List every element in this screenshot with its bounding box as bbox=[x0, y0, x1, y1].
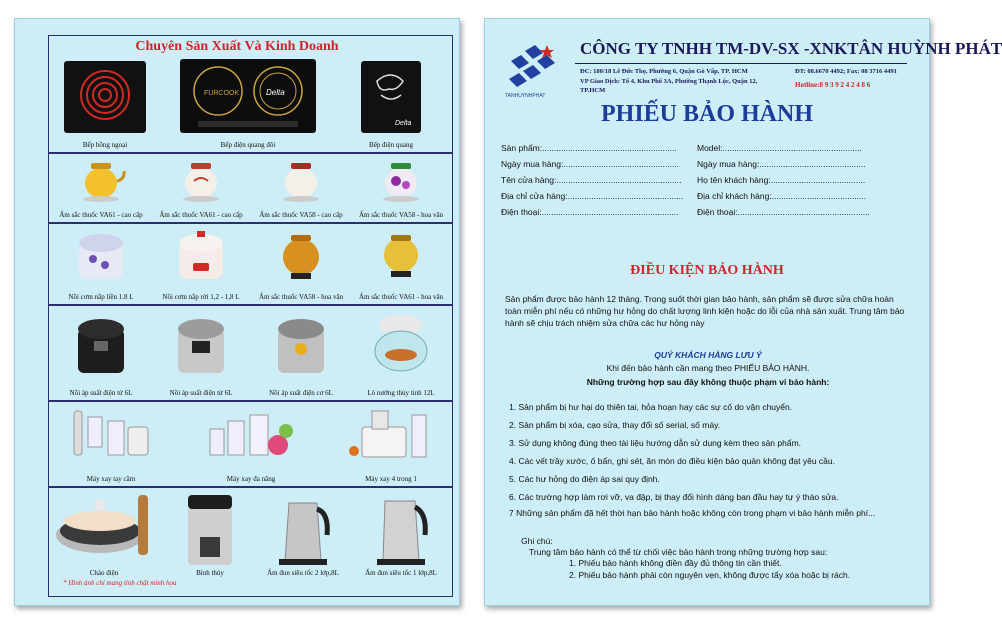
company-address: ĐC: 180/18 Lê Đức Thọ, Phường 6, Quận Gò Vấp, TP. HCM bbox=[580, 68, 748, 75]
product-catalog-page bbox=[14, 18, 460, 606]
field-model: Model:........................................................... bbox=[697, 143, 862, 153]
product-caption: Máy xay 4 trong 1 bbox=[365, 475, 417, 483]
exclusion-item: 5. Các hư hỏng do điện áp sai quy định. bbox=[509, 474, 660, 484]
herbal-kettle-icon bbox=[373, 229, 429, 283]
electric-kettle-icon bbox=[371, 491, 431, 569]
company-hotline: Hotline:0 9 3 9 2 4 2 4 8 6 bbox=[795, 81, 871, 89]
product-rice-cooker bbox=[151, 225, 251, 301]
field-store-address: Địa chỉ cửa hàng:................................................. bbox=[501, 191, 684, 201]
product-electric-kettle bbox=[351, 491, 451, 581]
juicer-blender-icon bbox=[346, 407, 436, 465]
herbal-kettle-icon bbox=[273, 229, 329, 283]
conditions-title: ĐIỀU KIỆN BẢO HÀNH bbox=[630, 263, 784, 278]
field-store-phone: Điện thoại:.......................................................... bbox=[501, 207, 679, 217]
notes-text: Trung tâm bảo hành có thể từ chối việc bảo hành trong những trường hợp sau: bbox=[529, 547, 828, 557]
product-caption: Bếp điện quang đôi bbox=[220, 141, 276, 149]
office-address-line2: TP.HCM bbox=[580, 87, 606, 94]
product-hand-blender bbox=[51, 405, 171, 483]
exclusion-item: 7 Những sản phẩm đã hết thời hạn bảo hành hoặc không còn trong phạm vi bảo hành miễn phí... bbox=[509, 508, 876, 518]
field-purchase-date-2: Ngày mua hàng:............................................. bbox=[697, 159, 866, 169]
notes-item: 1. Phiếu bảo hành không điền đầy đủ thông tin cần thiết. bbox=[569, 558, 782, 568]
product-caption: Ấm sắc thuốc VA61 - hoa văn bbox=[358, 293, 444, 301]
product-electric-kettle bbox=[255, 491, 351, 581]
multi-blender-icon bbox=[206, 407, 296, 465]
product-herbal-kettle bbox=[351, 225, 451, 301]
field-customer-phone: Điện thoại:........................................................ bbox=[697, 207, 870, 217]
product-caption: Nồi áp suất điện tử 6L bbox=[69, 389, 133, 397]
product-caption: Ấm sắc thuốc VA58 - cao cấp bbox=[259, 211, 343, 219]
product-caption: Ấm sắc thuốc VA61 - cao cấp bbox=[59, 211, 143, 219]
glass-oven-icon bbox=[370, 311, 432, 377]
catalog-title: Chuyên Sản Xuất Và Kinh Doanh bbox=[135, 39, 339, 54]
electric-pan-icon bbox=[52, 491, 156, 569]
disclaimer-note: * Hình ảnh chỉ mang tính chất minh họa bbox=[63, 579, 177, 587]
exclusion-item: 4. Các vết trầy xước, ố bẩn, ghi sét, ăn mòn do điều kiện bảo quản không đạt yêu cầu. bbox=[509, 456, 835, 466]
company-phone-fax: ĐT: 08.6670 4492; Fax: 08 3716 4491 bbox=[795, 68, 897, 75]
herbal-kettle-icon bbox=[376, 157, 426, 203]
product-caption: Ấm sắc thuốc VA58 - hoa văn bbox=[358, 211, 444, 219]
field-customer-address: Địa chỉ khách hàng:........................................ bbox=[697, 191, 867, 201]
cooktop-brand: Delta bbox=[266, 88, 285, 97]
field-purchase-date: Ngày mua hàng:................................................. bbox=[501, 159, 680, 169]
product-caption: Ấm đun siêu tốc 1 lớp,8L bbox=[365, 569, 437, 577]
warranty-card-title: PHIẾU BẢO HÀNH bbox=[600, 101, 813, 127]
rice-cooker-icon bbox=[73, 229, 129, 283]
cooktop-brand: Delta bbox=[395, 120, 412, 127]
exclusion-item: 3. Sử dụng không đúng theo tài liệu hướng dẫn sử dụng kèm theo sản phẩm. bbox=[509, 438, 802, 448]
product-herbal-kettle bbox=[251, 225, 351, 301]
induction-cooktop-icon bbox=[359, 59, 423, 135]
conditions-text: Sản phẩm được bảo hành 12 tháng. Trong suốt thời gian bảo hành, sản phẩm sẽ được sửa chữa hoàn toàn miễn phí nếu có những hư hỏng do chất lượng linh kiện hoặc do lỗi của nhà sản xuất. Trung tâm bảo hành sẽ chịu trách nhiệm sửa chữa các hư hỏng này bbox=[505, 294, 905, 328]
company-name: CÔNG TY TNHH TM-DV-SX -XNKTÂN HUỲNH PHÁT bbox=[580, 39, 1002, 58]
product-infrared-cooktop bbox=[55, 55, 155, 149]
notice-title: QUÝ KHÁCH HÀNG LƯU Ý bbox=[654, 350, 762, 360]
product-pressure-cooker bbox=[51, 309, 151, 397]
product-caption: Ấm sắc thuốc VA61 - cao cấp bbox=[159, 211, 243, 219]
product-caption: Bình thủy bbox=[196, 569, 224, 577]
product-glass-oven bbox=[351, 309, 451, 397]
pressure-cooker-icon bbox=[270, 311, 332, 377]
company-logo-icon bbox=[501, 41, 563, 101]
exclusion-item: 2. Sản phẩm bị xóa, cạo sửa, thay đổi số serial, số máy. bbox=[509, 420, 721, 430]
notes-label: Ghi chú: bbox=[521, 536, 553, 546]
thermo-pot-icon bbox=[180, 491, 240, 569]
product-caption: Lò nướng thủy tinh 12L bbox=[367, 389, 435, 397]
notice-line: Khi đến bảo hành cần mang theo PHIẾU BẢO HÀNH. bbox=[606, 363, 810, 373]
rice-cooker-icon bbox=[173, 229, 229, 283]
product-rice-cooker bbox=[51, 225, 151, 301]
warranty-card-page bbox=[484, 18, 1002, 606]
product-thermo-pot bbox=[165, 491, 255, 581]
product-herbal-kettle bbox=[51, 155, 151, 219]
infrared-cooktop-icon bbox=[62, 59, 148, 135]
product-herbal-kettle bbox=[351, 155, 451, 219]
office-address-line1: VP Giao Dịch: Tổ 4, Khu Phố 3A, Phường Thạnh Lộc, Quận 12, bbox=[580, 78, 758, 85]
product-caption: Bếp điện quang bbox=[369, 141, 413, 149]
product-caption: Chảo điện bbox=[89, 569, 119, 577]
double-cooktop-icon bbox=[178, 57, 318, 135]
field-product: Sản phẩm:......................................................... bbox=[501, 143, 677, 153]
product-4in1-blender bbox=[331, 405, 451, 483]
herbal-kettle-icon bbox=[276, 157, 326, 203]
field-store-name: Tên cửa hàng:..................................................... bbox=[501, 175, 682, 185]
exclusion-item: 1. Sản phẩm bị hư hại do thiên tai, hỏa hoạn hay các sự cố do vận chuyển. bbox=[509, 402, 793, 412]
product-caption: Nồi cơm nắp rời 1,2 - 1,8 L bbox=[162, 293, 240, 301]
logo-text: TANHUYNHPHAT bbox=[505, 93, 546, 99]
exclusion-item: 6. Các trường hợp làm rơi vỡ, va đập, bị thay đổi hình dáng ban đầu hay tự ý tháo sửa. bbox=[509, 492, 839, 502]
exclusions-title: Những trường hợp sau đây không thuộc phạm vi bảo hành: bbox=[586, 377, 830, 387]
herbal-kettle-icon bbox=[76, 157, 126, 203]
product-caption: Nồi áp suất điện cơ 6L bbox=[269, 389, 333, 397]
product-caption: Nồi áp suất điện tử 6L bbox=[169, 389, 233, 397]
notes-item: 2. Phiếu bảo hành phải còn nguyên vẹn, không được tẩy xóa hoặc bị rách. bbox=[569, 570, 851, 580]
product-double-cooktop bbox=[173, 55, 323, 149]
product-electric-pan bbox=[49, 491, 159, 581]
product-caption: Ấm đun siêu tốc 2 lớp,8L bbox=[267, 569, 339, 577]
product-caption: Máy xay đa năng bbox=[226, 475, 276, 483]
product-herbal-kettle bbox=[151, 155, 251, 219]
hand-blender-icon bbox=[66, 407, 156, 465]
product-caption: Nồi cơm nắp liền 1.8 L bbox=[68, 293, 134, 301]
product-pressure-cooker bbox=[151, 309, 251, 397]
pressure-cooker-icon bbox=[70, 311, 132, 377]
product-multi-blender bbox=[191, 405, 311, 483]
product-herbal-kettle bbox=[251, 155, 351, 219]
product-caption: Ấm sắc thuốc VA58 - hoa văn bbox=[258, 293, 344, 301]
field-customer-name: Họ tên khách hàng:........................................ bbox=[697, 175, 866, 185]
cooktop-brand: FURCOOK bbox=[204, 90, 239, 97]
electric-kettle-icon bbox=[273, 491, 333, 569]
product-pressure-cooker bbox=[251, 309, 351, 397]
product-caption: Máy xay tay cầm bbox=[86, 475, 136, 483]
product-induction-cooktop bbox=[341, 55, 441, 149]
product-caption: Bếp hồng ngoại bbox=[82, 141, 128, 149]
header-divider bbox=[575, 63, 907, 64]
herbal-kettle-icon bbox=[176, 157, 226, 203]
pressure-cooker-icon bbox=[170, 311, 232, 377]
